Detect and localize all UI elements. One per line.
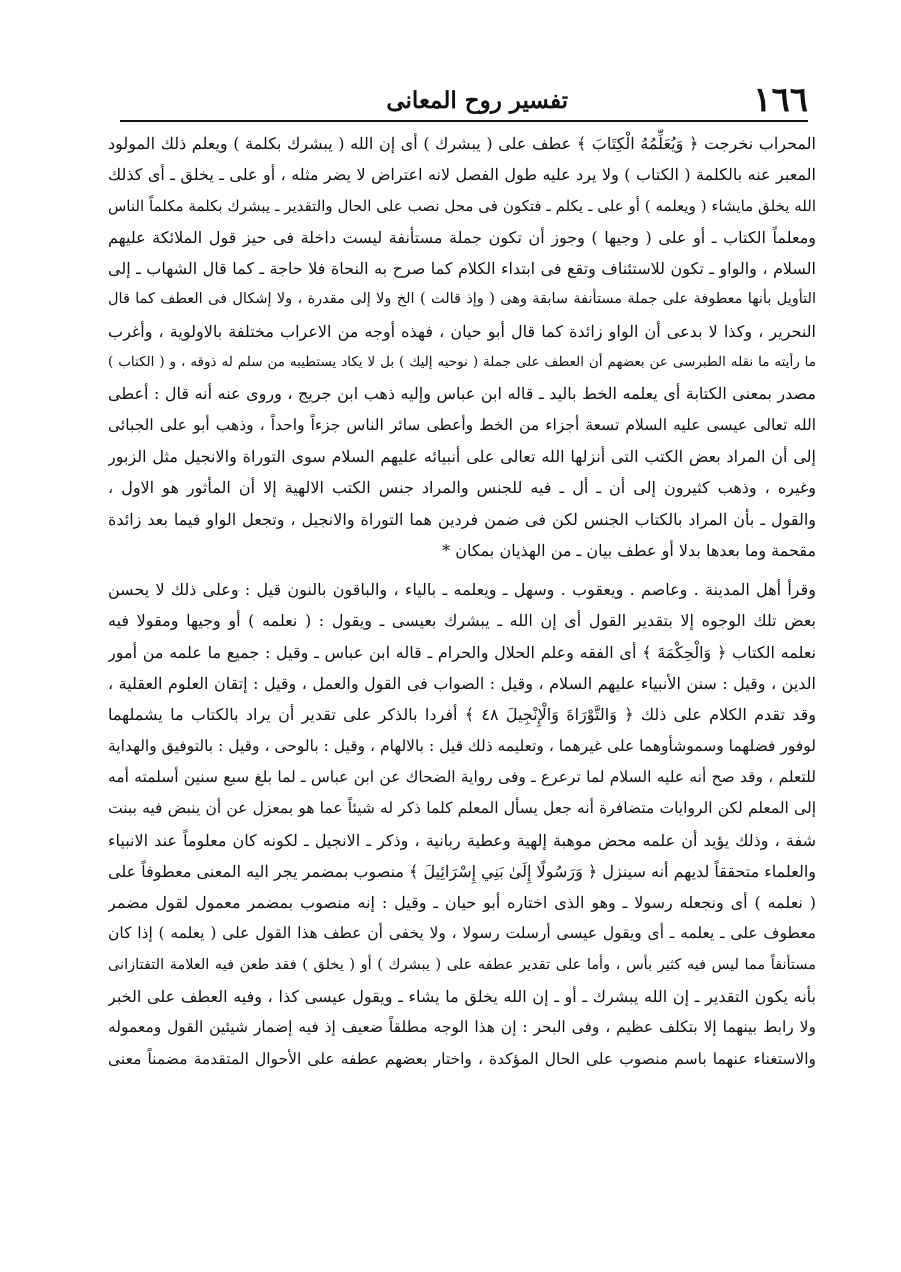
text-line: والاستغناء عنهما باسم منصوب على الحال المؤكدة ، واختار بعضهم عطفه على الأحوال المتقدمة مضمناً معنى: [108, 1049, 816, 1068]
text-line: مصدر بمعنى الكتابة أى يعلمه الخط باليد ـ قاله ابن عباس وإليه ذهب ابن جريج ، وروى عنه أنه قال : أعطى: [108, 384, 816, 404]
text-line: مستأنفاً مما ليس فيه كثير بأس ، وأما على تقدير عطفه على ( يبشرك ) أو ( يخلق ) فقد طعن فيه العلامة التفتازانى: [108, 956, 816, 973]
page-number: ١٦٦: [753, 80, 808, 120]
text-line: السلام ، والواو ـ تكون للاستئناف وتقع فى ابتداء الكلام كما صرح به النحاة فلا حاجة ـ كما قال الشهاب ـ إلى: [108, 259, 816, 279]
text-line: وغيره ، وذهب كثيرون إلى أن ـ أل ـ فيه للجنس والمراد جنس الكتب الالهية إلا أن المأثور هو الاول ،: [108, 478, 816, 498]
text-line: والعلماء متحققاً لديهم أنه سينزل ﴿ وَرَسُولًا إِلَىٰ بَنِي إِسْرَائِيلَ ﴾ منصوب بمضمر يجر اليه المعنى معطوفاً على: [108, 861, 816, 881]
text-line: المحراب نخرجت ﴿ وَيُعَلِّمُهُ الْكِتَابَ ﴾ عطف على ( يبشرك ) أى إن الله ( يبشرك بكلمة ) ويعلم ذلك المولود: [108, 134, 816, 153]
text-line: شفة ، وذلك يؤيد أن علمه محض موهبة إلهية وعطية ربانية ، وذكر ـ الانجيل ـ لكونه كان معلوماً عند الانبياء: [108, 830, 816, 850]
text-line: إلى المعلم لكن الروايات متضافرة أنه جعل يسأل المعلم كلما ذكر له شيئاً عما هو بمعزل عن أن ينبض فيه ببنت: [108, 799, 816, 818]
text-line: معطوف على ـ يعلمه ـ أى ويقول عيسى أرسلت رسولا ، ولا يخفى أن عطف هذا القول على ( يعلمه ) إذا كان: [108, 924, 816, 943]
text-line: بأنه يكون التقدير ـ إن الله يبشرك ـ أو ـ إن الله يخلق ما يشاء ـ ويقول عيسى كذا ، وفيه العطف على الخبر: [108, 987, 816, 1007]
text-line: ما رأيته ما نقله الطبرسى عن بعضهم أن العطف على جملة ( نوحيه إليك ) بل لا يكاد يستطيبه من سلم له ذوقه ، و ( الكتاب ): [108, 354, 816, 371]
text-line: النحرير ، وكذا لا بدعى أن الواو زائدة كما قال أبو حيان ، فهذه أوجه من الاعراب مختلفة بالاولوية ، وأغرب: [108, 321, 816, 341]
text-line: الدين ، وقيل : سنن الأنبياء عليهم السلام ، وقيل : الصواب فى القول والعمل ، وقيل : إتقان العلوم العقلية ،: [108, 674, 816, 694]
text-line: الله يخلق مايشاء ( ويعلمه ) أو على ـ يكلم ـ فتكون فى محل نصب على الحال والتقدير ـ يبشرك بكلمة مكلماً الناس: [108, 196, 816, 215]
header-rule: [120, 120, 808, 122]
text-line: نعلمه الكتاب ﴿ وَالْحِكْمَةَ ﴾ أى الفقه وعلم الحلال والحرام ـ قاله ابن عباس ـ وقيل : جميع ما علمه من أمور: [108, 642, 816, 662]
text-line: وقد تقدم الكلام على ذلك ﴿ وَالتَّوْرَاةَ وَالْإِنْجِيلَ ٤٨ ﴾ أفردا بالذكر على تقدير أن يراد بالكتاب ما يشملهما: [108, 705, 816, 725]
text-line: المعبر عنه بالكلمة ( الكتاب ) ولا يرد عليه طول الفصل لانه اعتراض لا يضر مثله ، أو على ـ يخلق ـ أى كذلك: [108, 165, 816, 185]
body-text: [108, 128, 816, 1208]
page-header: [120, 80, 808, 120]
text-line: ولا رابط بينهما إلا بتكلف عظيم ، وفى البحر : إن هذا الوجه مطلقاً ضعيف إذ فيه إضمار شيئين القول ومعموله: [108, 1018, 816, 1037]
text-line: إلى أن المراد بعض الكتب التى أنزلها الله تعالى على أنبيائه عليهم السلام سوى التوراة والانجيل مثل الزبور: [108, 446, 816, 466]
text-line: لوفور فضلهما وسموشأوهما على غيرهما ، وتعليمه ذلك قيل : بالالهام ، وقيل : بالوحى ، وقيل : بالتوفيق والهداية: [108, 736, 816, 755]
text-line: التأويل بأنها معطوفة على جملة مستأنفة سابقة وهى ( وإذ قالت ) الخ ولا إلى مقدرة ، ولا إشكال فى العطف كما قال: [108, 291, 816, 308]
text-line: وقرأ أهل المدينة . وعاصم . ويعقوب . وسهل ـ ويعلمه ـ بالياء ، والباقون بالنون قيل : وعلى ذلك لا يحسن: [108, 580, 816, 600]
text-line: ومعلماً الكتاب ـ أو على ( وجيها ) وجوز أن تكون جملة مستأنفة ليست داخلة فى حيز قول الملائكة عليهم: [108, 227, 816, 247]
text-line: بعض تلك الوجوه إلا بتقدير القول أى إن الله ـ يبشرك بعيسى ـ ويقول : ( نعلمه ) أو وجيها ومقولا فيه: [108, 611, 816, 631]
text-line: والقول ـ بأن المراد بالكتاب الجنس لكن فى ضمن فردين هما التوراة والانجيل ، وتجعل الواو فيما بعد زائدة: [108, 509, 816, 529]
running-title: تفسير روح المعانى: [386, 87, 568, 114]
text-line: ( نعلمه ) أى ونجعله رسولا ـ وهو الذى اختاره أبو حيان ـ وقيل : إنه منصوب بمضمر معمول لقول مضمر: [108, 893, 816, 913]
text-line: مقحمة وما بعدها بدلا أو عطف بيان ـ من الهذيان بمكان *: [442, 540, 816, 560]
text-line: للتعلم ، وقد صح أنه عليه السلام لما ترعرع ـ وفى رواية الضحاك عن ابن عباس ـ لما بلغ سبع سنين أسلمته أمه: [108, 767, 816, 786]
text-line: الله تعالى عيسى عليه السلام تسعة أجزاء من الخط وأعطى سائر الناس جزءاً واحداً ، وذهب أبو على الجبائى: [108, 415, 816, 434]
